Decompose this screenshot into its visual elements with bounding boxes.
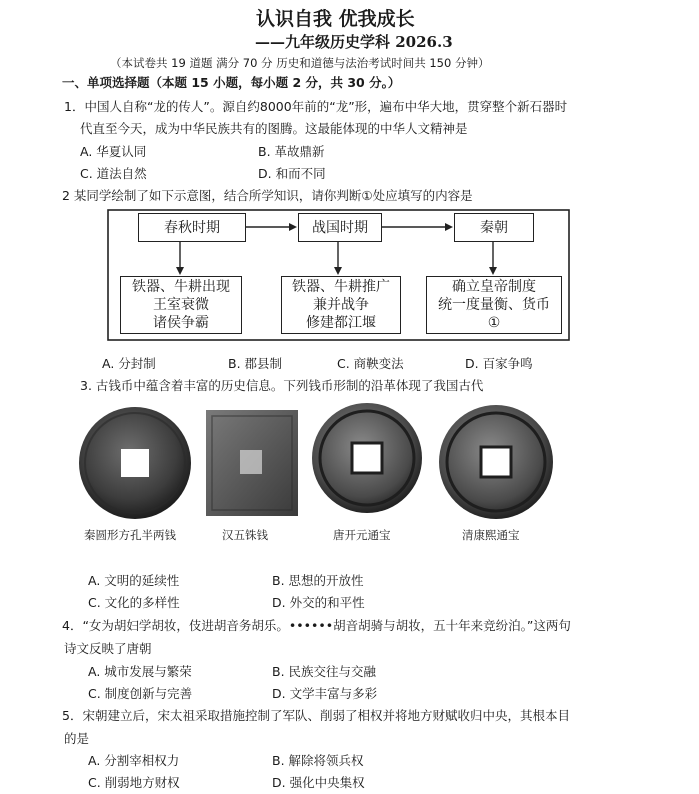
q4-option-b: B. 民族交往与交融 (272, 664, 377, 679)
detail-3-line2: 统一度量衡、货币 (438, 297, 550, 313)
q2-option-a: A. 分封制 (102, 356, 156, 371)
q5-stem-line1: 5．宋朝建立后，宋太祖采取措施控制了军队、削弱了相权并将地方财赋收归中央，其根本目 (62, 708, 570, 723)
q2-stem: 2 某同学绘制了如下示意图，结合所学知识，请你判断①处应填写的内容是 (62, 188, 473, 203)
q5-option-c: C. 削弱地方财权 (88, 775, 180, 790)
q3-option-a: A. 文明的延续性 (88, 573, 180, 588)
q3-option-b: B. 思想的开放性 (272, 573, 364, 588)
q5-option-d: D. 强化中央集权 (272, 775, 365, 790)
q3-stem: 3. 古钱币中蕴含着丰富的历史信息。下列钱币形制的沿革体现了我国古代 (80, 378, 484, 393)
coin-qin-banliang (79, 407, 191, 519)
coin-caption-2: 汉五铢钱 (222, 528, 268, 542)
detail-3-line1: 确立皇帝制度 (452, 279, 536, 295)
q5-stem-line2: 的是 (64, 731, 90, 746)
detail-2-line2: 兼并战争 (313, 297, 369, 313)
q1-option-c: C. 道法自然 (80, 166, 147, 181)
coin-qing-kangxi (439, 405, 553, 519)
exam-subtitle: ——九年级历史学科 2026.3 (255, 33, 453, 51)
period-label-1: 春秋时期 (164, 219, 220, 236)
q4-stem-line1: 4．“女为胡妇学胡妆，伎进胡音务胡乐。••••••胡音胡骑与胡妆，五十年来竞纷泊。”这两句 (62, 618, 571, 633)
exam-note: （本试卷共 19 道题 满分 70 分 历史和道德与法治考试时间共 150 分钟） (110, 56, 490, 70)
q1-option-b: B. 革故鼎新 (258, 144, 325, 159)
detail-1-line1: 铁器、牛耕出现 (132, 279, 230, 295)
detail-1-line3: 诸侯争霸 (153, 315, 209, 331)
coin-caption-3: 唐开元通宝 (333, 528, 391, 542)
q2-option-b: B. 郡县制 (228, 356, 283, 371)
detail-1-line2: 王室衰微 (153, 297, 209, 313)
period-label-2: 战国时期 (312, 219, 368, 236)
q4-option-a: A. 城市发展与繁荣 (88, 664, 192, 679)
q5-option-a: A. 分割宰相权力 (88, 753, 180, 768)
detail-2-line3: 修建都江堰 (306, 315, 376, 331)
q4-stem-line2: 诗文反映了唐朝 (64, 641, 152, 656)
detail-3-blank-marker: ① (487, 315, 501, 331)
q3-option-d: D. 外交的和平性 (272, 595, 365, 610)
coin-han-wuzhu (206, 410, 298, 516)
q1-stem-line1: 1．中国人自称“龙的传人”。源自约8000年前的“龙”形，遍布中华大地，贯穿整个新石器时 (64, 99, 568, 114)
coin-tang-kaiyuan (312, 403, 422, 513)
q1-stem-line2: 代直至今天，成为中华民族共有的图腾。这最能体现的中华人文精神是 (80, 121, 468, 136)
section-title: 一、单项选择题（本题 15 小题，每小题 2 分，共 30 分。） (62, 75, 401, 90)
period-label-3: 秦朝 (480, 219, 508, 236)
q4-option-c: C. 制度创新与完善 (88, 686, 193, 701)
coin-caption-1: 秦圆形方孔半两钱 (84, 528, 176, 542)
q5-option-b: B. 解除将领兵权 (272, 753, 364, 768)
coin-caption-4: 清康熙通宝 (462, 528, 520, 542)
exam-title: 认识自我 优我成长 (256, 8, 415, 30)
q2-option-d: D. 百家争鸣 (465, 356, 533, 371)
q1-option-d: D. 和而不同 (258, 166, 326, 181)
q3-option-c: C. 文化的多样性 (88, 595, 180, 610)
q4-option-d: D. 文学丰富与多彩 (272, 686, 378, 701)
q1-option-a: A. 华夏认同 (80, 144, 147, 159)
q2-option-c: C. 商鞅变法 (337, 356, 404, 371)
detail-2-line1: 铁器、牛耕推广 (292, 279, 390, 295)
